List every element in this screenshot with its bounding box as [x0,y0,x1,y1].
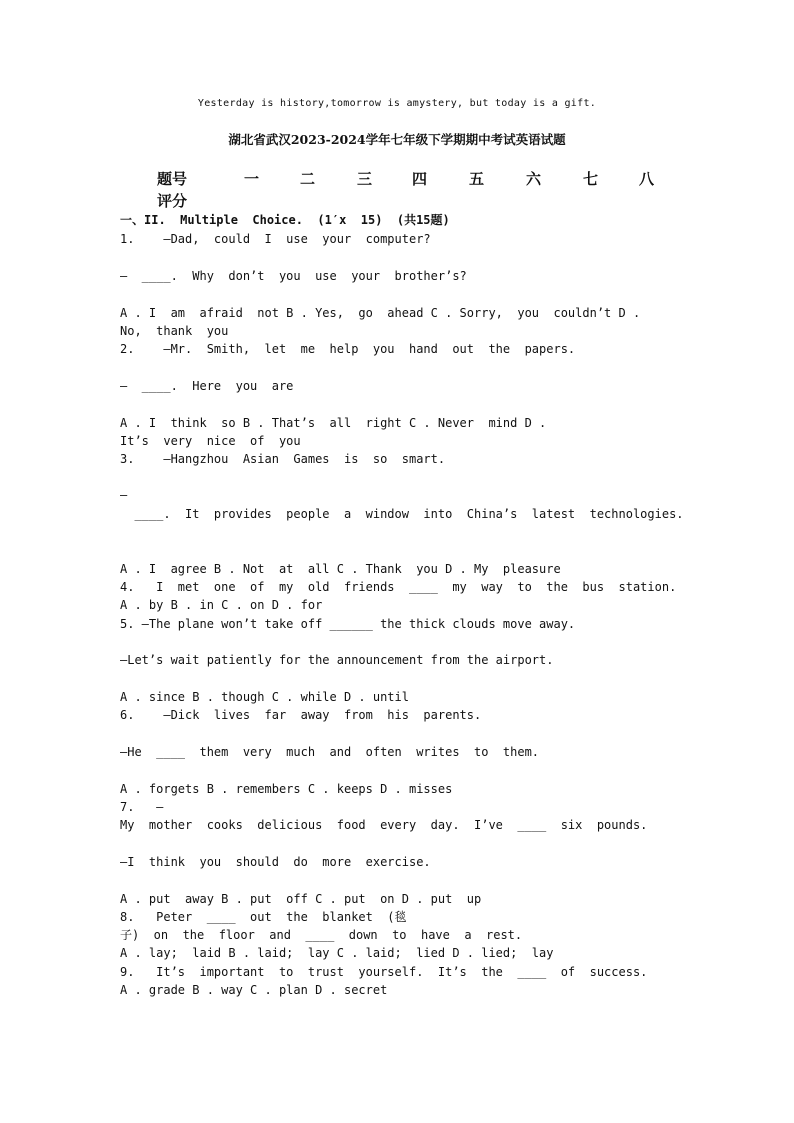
question-line: A . I think so B . That’s all right C . Never mind D . [120,416,547,430]
score-table-col-3: 三 [357,170,373,188]
section-heading: 一、II. Multiple Choice. (1′x 15) (共15题) [120,213,450,227]
question-line: —I think you should do more exercise. [120,855,431,869]
score-table-row-label-score: 评分 [157,192,188,210]
page-title: 湖北省武汉2023-2024学年七年级下学期期中考试英语试题 [228,132,566,147]
question-line: A . since B . though C . while D . until [120,690,409,704]
motto: Yesterday is history,tomorrow is amystery, but today is a gift. [197,98,597,109]
question-line: ____. It provides people a window into China’s latest technologies. [120,507,684,521]
question-line: 9. It’s important to trust yourself. It’s the ____ of success. [120,965,648,979]
score-table-col-5: 五 [469,170,485,188]
question-line: A . put away B . put off C . put on D . put up [120,892,482,906]
question-line: 4. I met one of my old friends ____ my way to the bus station. [120,580,677,594]
question-line: 8. Peter ____ out the blanket (毯 [120,910,407,924]
question-line: — [120,488,128,502]
score-table-row-label-number: 题号 [157,170,188,188]
score-table-col-6: 六 [526,170,542,188]
question-line: —He ____ them very much and often writes to them. [120,745,540,759]
question-line: A . lay; laid B . laid; lay C . laid; lied D . lied; lay [120,946,554,960]
question-line: 2. —Mr. Smith, let me help you hand out the papers. [120,342,576,356]
question-line: A . by B . in C . on D . for [120,598,323,612]
question-line: A . forgets B . remembers C . keeps D . misses [120,782,453,796]
score-table-col-7: 七 [583,170,599,188]
question-line: A . I agree B . Not at all C . Thank you D . My pleasure [120,562,561,576]
question-line: — ____. Here you are [120,379,294,393]
question-line: 6. —Dick lives far away from his parents. [120,708,482,722]
question-line: A . grade B . way C . plan D . secret [120,983,388,997]
score-table-col-2: 二 [300,170,316,188]
question-line: 1. —Dad, could I use your computer? [120,232,431,246]
question-line: —Let’s wait patiently for the announcement from the airport. [120,653,554,667]
question-line: A . I am afraid not B . Yes, go ahead C . Sorry, you couldn’t D . [120,306,641,320]
question-line: 子) on the floor and ____ down to have a rest. [120,928,523,942]
question-line: — ____. Why don’t you use your brother’s? [120,269,467,283]
question-line: My mother cooks delicious food every day. I’ve ____ six pounds. [120,818,648,832]
score-table-col-1: 一 [244,170,260,188]
question-line: It’s very nice of you [120,434,301,448]
question-line: No, thank you [120,324,229,338]
question-line: 3. —Hangzhou Asian Games is so smart. [120,452,446,466]
question-line: 5. —The plane won’t take off ______ the thick clouds move away. [120,617,576,631]
score-table-col-8: 八 [639,170,655,188]
score-table-col-4: 四 [412,170,428,188]
question-line: 7. — [120,800,164,814]
